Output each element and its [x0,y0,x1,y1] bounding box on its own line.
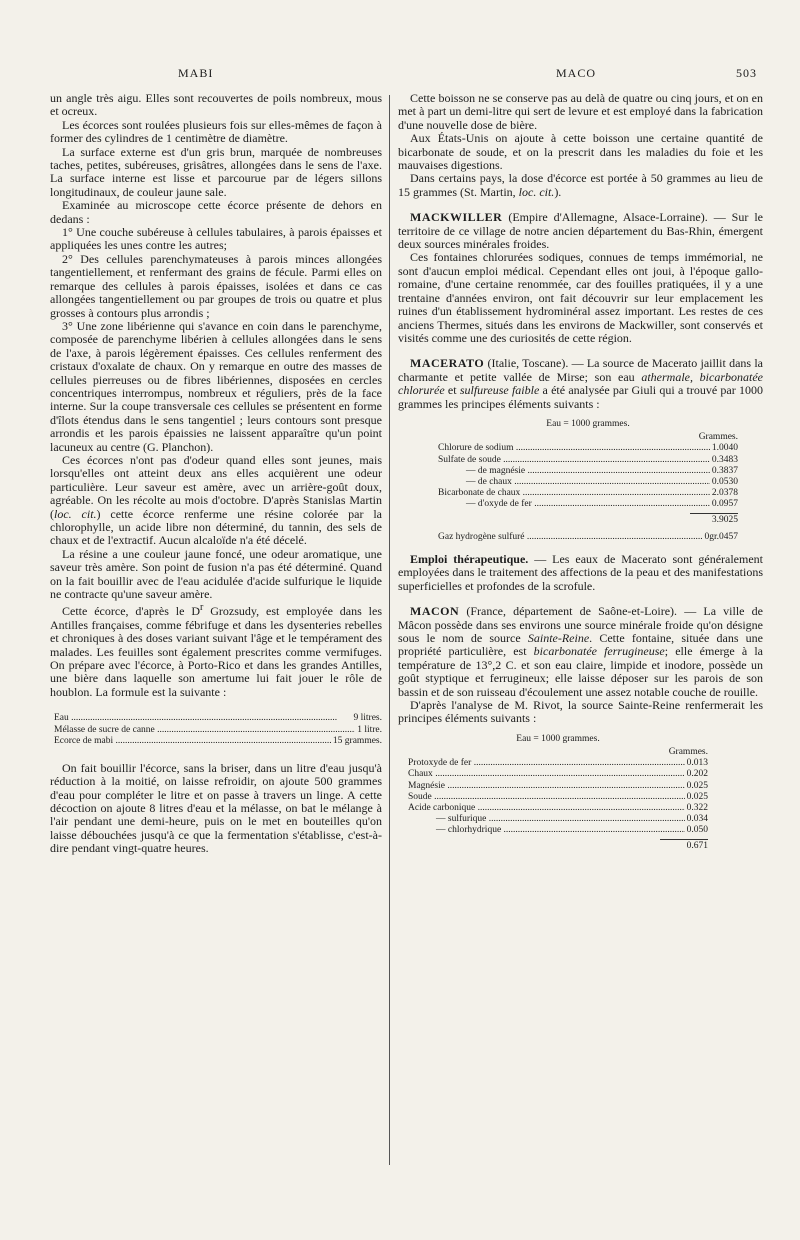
total-rule: 3.9025 [690,513,738,526]
text: ). [554,184,562,199]
formula-row [54,725,382,737]
entry-macon [398,605,763,699]
substance-name: — chlorhydrique ..... [408,825,685,836]
formula-row [54,713,382,725]
column-divider [389,95,390,1165]
entry-title: MACERATO [410,356,485,371]
substance-value: 0.013 [686,758,708,769]
header-left: MABI [178,66,214,80]
table-row [438,532,738,543]
citation: loc. cit. [518,184,555,199]
text: et [444,383,460,398]
ingredient-name: Eau ..... [54,713,352,725]
paragraph: 3° Une zone libérienne qui s'avance en coin dans le parenchyme, composée de parenchyme libérien à cellules allongées dans le sens de l'axe, à parois légèrement épaisses. Ces cellules renferment des cristaux d'oxalate de chaux. On y remarque en outre des masses de cellules pierreuses ou de fibres libériennes, disposées en cercles concentriques interrompus, nombreux et réguliers, près de la face interne. Sur la coupe transversale ces cellules se présentent en forme d'îlots étendus dans le sens tangentiel ; leurs contours sont presque arrondis et les parois épaissies ne laissent apparaître qu'un point lacuneux au centre (G. Planchon). [50,318,382,454]
substance-name: — d'oxyde de fer ..... [438,499,710,510]
table-row [408,758,708,769]
running-header [0,66,800,86]
ingredient-name: Écorce de mabi ..... [54,736,331,748]
substance-value: 1.0040 [711,443,738,454]
substance-value: 0.0957 [711,499,738,510]
paragraph: 2° Des cellules parenchymateuses à parois minces allongées tangentiellement, et renfermant des grains de fécule. Parmi elles on remarque des cellules à parois épaisses, isolées et dans ce cas allongées tangentiellement ou par groupes de trois ou quatre et plus grosses à contours plus arrondis ; [50,251,382,320]
table-row [408,792,708,803]
substance-name: Chlorure de sodium ..... [438,443,710,454]
text: ) cette écorce renferme une résine colorée par la chlorophylle, un acide libre non déterminé, du tannin, des sels de chaux et de l'extractif. Aucun alcaloïde n'a été décelé. [50,506,383,548]
text: Cette écorce, d'après le D [62,604,201,619]
substance-value: 0gr.0457 [704,531,738,542]
formula-row [54,736,382,748]
text: Grozsudy, est employée dans les Antilles françaises, comme fébrifuge et dans les dysenteries rebelles et chroniques à des doses variant suivant l'âge et le tempérament des malades. Les feuilles sont également prescrites comme vermifuges. On prépare avec l'écorce, à Porto-Rico et dans les grandes Antilles, une bière dans laquelle son amertume lui fait jouer le rôle de houblon. La formule est la suivante : [50,604,383,699]
substance-value: 0.202 [686,769,708,780]
substance-name: — sulfurique ..... [408,814,685,825]
table-row [438,477,738,488]
substance-name: Protoxyde de fer ..... [408,758,685,769]
left-column [50,92,382,856]
paragraph: un angle très aigu. Elles sont recouvertes de poils nombreux, mous et ocreux. [50,91,382,119]
analysis-total [408,839,708,852]
substance-name: Gaz hydrogène sulfuré ..... [438,532,702,543]
substance-value: 0.3483 [711,454,738,465]
section-title: Emploi thérapeutique. [410,551,529,566]
entry-title: MACON [410,604,460,619]
beer-formula [54,713,382,748]
text: (France, département de Saône-et-Loire). — La ville de Mâcon possède dans ses environs une source minérale froide qu'on désigne sous le nom de source [398,604,763,645]
substance-name: Bicarbonate de chaux ..... [438,488,710,499]
substance-value: 0.0530 [711,476,738,487]
ingredient-name: Mélasse de sucre de canne ..... [54,725,355,737]
paragraph: Examinée au microscope cette écorce présente de dehors en dedans : [50,198,382,226]
table-row [408,781,708,792]
text: Ces écorces n'ont pas d'odeur quand elles sont jeunes, mais lorsqu'elles ont atteint deux ans elles acquièrent une odeur particulière. Leur saveur est amère, avec un arrière-goût doux, agréable. On les récolte au mois d'octobre. D'après Stanislas Martin ( [50,452,382,521]
entry-macerato [398,357,763,411]
header-center: MACO [556,66,597,80]
substance-name: Magnésie ..... [408,781,685,792]
paragraph [50,601,382,699]
substance-name: Acide carbonique ..... [408,803,685,814]
substance-value: 2.0378 [711,488,738,499]
table-row [438,466,738,477]
text: . Cette fontaine, située dans une propriété particulière, est [398,631,764,659]
emphasis: athermale, bicarbonatée chlorurée [398,369,763,398]
paragraph [50,454,382,548]
substance-value: 0.322 [686,803,708,814]
macerato-analysis-table [438,419,738,543]
paragraph [398,172,763,199]
text: ; elle émerge à la température de 13°,2 C. et son eau claire, limpide et inodore, possède un goût styptique et ferrugineux; elle laisse déposer sur les parois de son bassin et de son ruisseau d'écoulement une assez notable couche de rouille. [398,644,763,699]
page-number: 503 [736,66,757,80]
ingredient-amount: 15 grammes. [332,736,382,747]
substance-value: 0.025 [686,791,708,802]
right-column [398,92,763,860]
paragraph: On fait bouillir l'écorce, sans la briser, dans un litre d'eau jusqu'à réduction à la moitié, on laisse refroidir, on ajoute 500 grammes d'eau pour compléter le litre et on passe à travers un linge. A cette décoction on ajoute 8 litres d'eau et la mélasse, on bat le mélange à l'air pendant une demi-heure, puis on le met en bouteilles qu'on laisse débouchées jusqu'à ce que la fermentation s'établisse, c'est-à-dire pendant vingt-quatre heures. [50,760,382,856]
ingredient-amount: 9 litres. [353,713,382,724]
substance-name: Chaux ..... [408,769,685,780]
text: (Empire d'Allemagne, Alsace-Lorraine). — Sur le territoire de ce village de notre ancien département du Bas-Rhin, émergent deux sources minérales froides. [398,210,763,252]
analysis-caption: Eau = 1000 grammes. [546,418,630,429]
citation: loc. cit. [54,506,97,521]
text: — Les eaux de Macerato sont généralement employées dans le traitement des affections de la peau et des manifestations superficielles et profondes de la scrofule. [398,551,764,593]
text: (Italie, Toscane). — La source de Macerato jaillit dans la charmante et petite vallée de Mirse; son eau [398,356,763,384]
text: Dans certains pays, la dose d'écorce est portée à 50 grammes au lieu de 15 grammes (St. Martin, [398,171,763,199]
paragraph: Cette boisson ne se conserve pas au delà de quatre ou cinq jours, et on en met à part un demi-litre qui sert de levure et est employé dans la fabrication d'une nouvelle dose de bière. [398,91,763,132]
analysis-caption: Eau = 1000 grammes. [516,733,600,744]
total-rule: 0.671 [660,839,708,852]
ingredient-amount: 1 litre. [357,724,382,735]
text: a été analysée par Giuli qui a trouvé par 1000 grammes les principes éléments suivants : [398,383,763,411]
entry-emploi [398,553,763,593]
analysis-total [438,513,738,526]
table-row [438,488,738,499]
substance-value: 0.034 [686,814,708,825]
paragraph: Aux États-Unis on ajoute à cette boisson une certaine quantité de bicarbonate de soude, et on la prescrit dans les maladies du foie et les mauvaises digestions. [398,131,763,173]
paragraph: La résine a une couleur jaune foncé, une odeur aromatique, une saveur très amère. Son point de fusion n'a pas été déterminé. Quand on la fait bouillir avec de l'eau acidulée d'acide sulfurique le liquide ne contracte qu'une saveur amère. [50,546,382,602]
substance-name: Soude ..... [408,792,685,803]
substance-value: 0.3837 [711,465,738,476]
macon-analysis-table [408,734,708,852]
superscript: r [200,602,204,614]
entry-title: MACKWILLER [410,210,503,225]
paragraph: Ces fontaines chlorurées sodiques, connues de temps immémorial, ne sont d'aucun emploi médical. Cependant elles ont joui, à l'époque gallo-romaine, d'une certaine renommée, car des fouilles pratiquées, il y a une trentaine d'années environ, ont fait découvrir sur leur emplacement les ruines d'un établissement hydrominéral assez important. Les restes de ces anciens Thermes, situés dans les environs de Mackwiller, sont conservés et visités comme une des curiosités de cette région. [398,250,763,345]
paragraph: D'après l'analyse de M. Rivot, la source Sainte-Reine renfermerait les principes éléments suivants : [398,698,763,726]
analysis-unit: Grammes. [698,432,738,443]
paragraph: La surface externe est d'un gris brun, marquée de nombreuses taches, petites, subéreuses, grisâtres, allongées dans le sens de l'axe. La surface interne est lisse et parcourue par de légers sillons longitudinaux, de couleur jaune sale. [50,144,382,199]
table-row [438,455,738,466]
emphasis: bicarbonatée ferrugineuse [533,644,665,659]
paragraph: 1° Une couche subéreuse à cellules tabulaires, à parois épaisses et appliquées les unes contre les autres; [50,225,382,253]
table-row [408,825,708,836]
table-row [438,443,738,454]
table-row [408,803,708,814]
table-row [408,769,708,780]
substance-value: 0.025 [686,780,708,791]
substance-name: — de chaux ..... [438,477,710,488]
emphasis: Sainte-Reine [527,631,590,645]
substance-name: Sulfate de soude ..... [438,455,710,466]
analysis-unit: Grammes. [668,747,708,758]
paragraph: Les écorces sont roulées plusieurs fois sur elles-mêmes de façon à former des cylindres de 1 centimètre de diamètre. [50,117,382,146]
entry-mackwiller [398,211,763,251]
emphasis: sulfureuse faible [459,383,540,398]
substance-name: — de magnésie ..... [438,466,710,477]
table-row [438,499,738,510]
substance-value: 0.050 [686,825,708,836]
table-row [408,814,708,825]
